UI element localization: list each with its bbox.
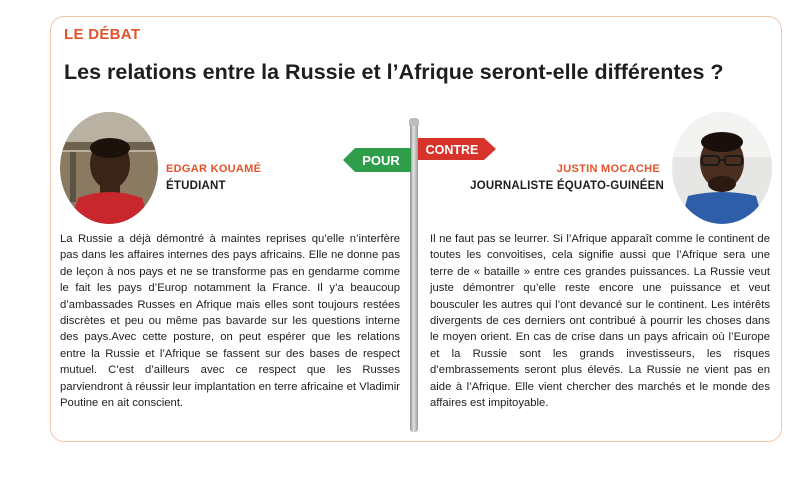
argument-contre: Il ne faut pas se leurrer. Si l’Afrique apparaît comme le continent de toutes les convoitises, cela signifie aussi que l’Afrique sera une terre de « bataille » entre ces grandes puissances. La Russie veut juste démontrer qu’elle reste encore une puissance et veut bousculer les autres qui l’ont devancé sur le continent. Les intérêts divergents de ces derniers ont contribué à pourrir les choses dans le moyen orient. En cas de crise dans un pays africain où l’Europe et la Russie sont les grands investisseurs, les risques d’embrassements seront plus élevés. La Russie ne vient pas en aide à l’Afrique. Elle vient chercher des marchés et le monde des affaires est impitoyable. xyxy=(430,233,770,410)
avatar-right xyxy=(672,112,772,224)
signpost-pole xyxy=(410,122,418,432)
pour-sign xyxy=(343,148,411,172)
contre-label: CONTRE xyxy=(425,143,479,157)
author-role-left: ÉTUDIANT xyxy=(166,180,226,192)
pour-label: POUR xyxy=(362,153,400,168)
argument-pour: La Russie a déjà démontré à maintes reprises qu’elle n’interfère pas dans les affaires internes des pays africains. Elle ne donne pas de leçon à nos pays et ne se transforme pas en gendarme comme le fait les pays d’Europ notamment la France. Il y’a beaucoup d’ambassades Russes en Afrique mais elles sont toujours restées discrètes et peu ou même pas bavarde sur les questions interne des pays.Avec cette posture, on peut espérer que les relations entre la Russie et l’Afrique se fassent sur des bases de respect mutuel. C’est d’ailleurs avec ce respect que les Russes parviendront à réussir leur implantation en terre africaine et Vladimir Poutine en ait conscient. xyxy=(60,233,400,410)
author-role-right: JOURNALISTE ÉQUATO-GUINÉEN xyxy=(470,180,664,192)
author-name-right: JUSTIN MOCACHE xyxy=(556,163,660,175)
signpost-cap xyxy=(409,118,419,126)
author-name-left: EDGAR KOUAMÉ xyxy=(166,163,262,175)
avatar-left xyxy=(60,112,158,224)
section-label: LE DÉBAT xyxy=(64,26,141,43)
contre-sign xyxy=(418,138,496,160)
headline: Les relations entre la Russie et l’Afrique seront-elle différentes ? xyxy=(64,60,724,84)
